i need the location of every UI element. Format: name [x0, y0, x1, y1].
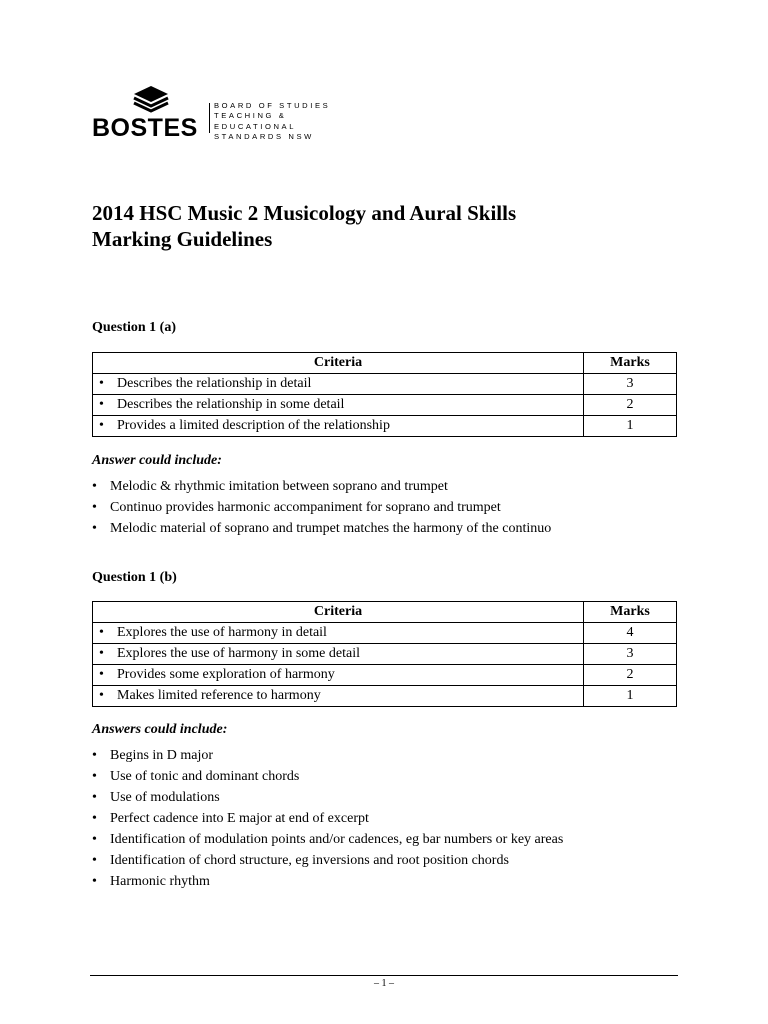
answer-text: Identification of chord structure, eg inversions and root position chords — [110, 853, 509, 868]
answer-text: Begins in D major — [110, 748, 214, 763]
table-row — [93, 374, 677, 395]
table-header-row — [93, 353, 677, 374]
criterion-cell — [93, 395, 584, 416]
criterion-cell — [93, 686, 584, 707]
criteria-header: Criteria — [93, 353, 584, 374]
logo-line: EDUCATIONAL — [214, 121, 297, 131]
criterion-text: Provides a limited description of the relationship — [117, 418, 390, 433]
answer-list — [92, 476, 692, 539]
list-item — [92, 766, 692, 787]
marks-cell: 2 — [584, 395, 677, 416]
bullet-icon: • — [92, 790, 97, 805]
criterion-text: Explores the use of harmony in detail — [117, 625, 327, 640]
marks-header: Marks — [584, 602, 677, 623]
criterion-text: Makes limited reference to harmony — [117, 688, 321, 703]
answer-text: Use of modulations — [110, 790, 220, 805]
answer-heading: Answers could include: — [92, 722, 228, 737]
logo-line: TEACHING & — [214, 111, 287, 121]
list-item — [92, 497, 692, 518]
bullet-icon: • — [99, 397, 104, 412]
list-item — [92, 850, 692, 871]
answer-text: Perfect cadence into E major at end of excerpt — [110, 811, 369, 826]
criterion-text: Provides some exploration of harmony — [117, 667, 335, 682]
marks-cell: 2 — [584, 665, 677, 686]
logo-divider — [209, 103, 210, 133]
marks-cell: 1 — [584, 686, 677, 707]
table-row — [93, 665, 677, 686]
table-header-row — [93, 602, 677, 623]
table-row — [93, 395, 677, 416]
bullet-icon: • — [92, 748, 97, 763]
bullet-icon: • — [99, 625, 104, 640]
marks-cell: 1 — [584, 416, 677, 437]
title-line-1: 2014 HSC Music 2 Musicology and Aural Skills — [92, 201, 517, 225]
table-row — [93, 623, 677, 644]
list-item — [92, 787, 692, 808]
logo-line: STANDARDS NSW — [214, 132, 314, 142]
bullet-icon: • — [99, 418, 104, 433]
bostes-logo — [92, 86, 352, 146]
footer-rule — [90, 975, 678, 976]
bullet-icon: • — [99, 646, 104, 661]
marks-cell: 3 — [584, 644, 677, 665]
title-line-2: Marking Guidelines — [92, 227, 273, 251]
criterion-cell — [93, 374, 584, 395]
list-item — [92, 745, 692, 766]
answer-heading: Answer could include: — [92, 453, 222, 468]
bullet-icon: • — [92, 500, 97, 515]
criterion-cell — [93, 416, 584, 437]
criteria-table — [92, 601, 677, 707]
answer-text: Identification of modulation points and/or cadences, eg bar numbers or key areas — [110, 832, 564, 847]
answer-text: Continuo provides harmonic accompaniment for soprano and trumpet — [110, 500, 501, 515]
document-title — [92, 200, 692, 252]
list-item — [92, 871, 692, 892]
table-row — [93, 416, 677, 437]
question-heading: Question 1 (a) — [92, 320, 176, 335]
criterion-cell — [93, 665, 584, 686]
stacked-books-icon — [132, 86, 170, 116]
question-heading: Question 1 (b) — [92, 570, 177, 585]
logo-wordmark: BOSTES — [92, 114, 198, 142]
bullet-icon: • — [92, 769, 97, 784]
bullet-icon: • — [92, 521, 97, 536]
criterion-cell — [93, 644, 584, 665]
page-number: – 1 – — [374, 978, 394, 989]
answer-list — [92, 745, 692, 892]
bullet-icon: • — [99, 667, 104, 682]
answer-text: Melodic material of soprano and trumpet matches the harmony of the continuo — [110, 521, 552, 536]
list-item — [92, 808, 692, 829]
criterion-text: Describes the relationship in some detail — [117, 397, 345, 412]
bullet-icon: • — [92, 853, 97, 868]
logo-line: BOARD OF STUDIES — [214, 101, 331, 110]
table-row — [93, 686, 677, 707]
bullet-icon: • — [92, 479, 97, 494]
answer-text: Use of tonic and dominant chords — [110, 769, 300, 784]
bullet-icon: • — [99, 376, 104, 391]
answer-text: Melodic & rhythmic imitation between soprano and trumpet — [110, 479, 448, 494]
answer-text: Harmonic rhythm — [110, 874, 210, 889]
criteria-header: Criteria — [93, 602, 584, 623]
list-item — [92, 829, 692, 850]
bullet-icon: • — [92, 832, 97, 847]
list-item — [92, 476, 692, 497]
criterion-text: Describes the relationship in detail — [117, 376, 312, 391]
logo-subtitle — [214, 101, 330, 143]
criteria-table — [92, 352, 677, 437]
table-row — [93, 644, 677, 665]
bullet-icon: • — [99, 688, 104, 703]
marks-cell: 4 — [584, 623, 677, 644]
bullet-icon: • — [92, 811, 97, 826]
bullet-icon: • — [92, 874, 97, 889]
marks-cell: 3 — [584, 374, 677, 395]
criterion-cell — [93, 623, 584, 644]
list-item — [92, 518, 692, 539]
criterion-text: Explores the use of harmony in some detail — [117, 646, 360, 661]
marks-header: Marks — [584, 353, 677, 374]
